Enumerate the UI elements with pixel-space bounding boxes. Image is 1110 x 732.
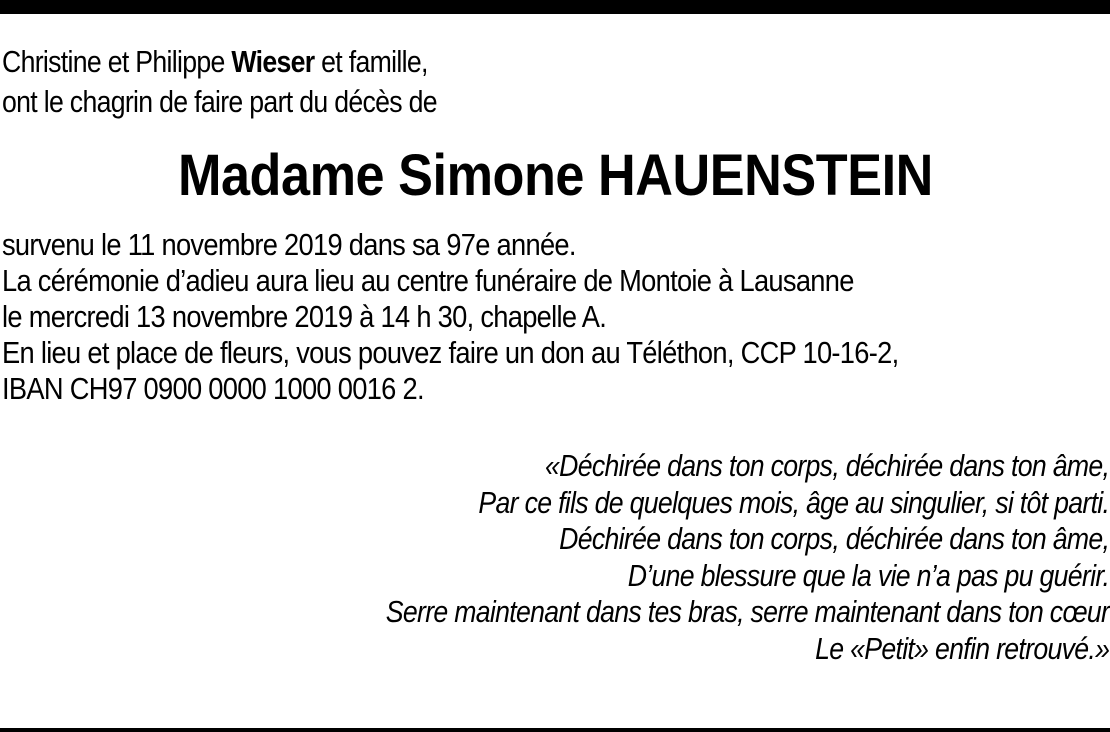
family-line-1-prefix: Christine et Philippe	[2, 44, 232, 79]
bottom-border-rule	[0, 728, 1110, 732]
details-line: En lieu et place de fleurs, vous pouvez faire un don au Téléthon, CCP 10-16-2,	[2, 335, 899, 370]
family-line-2: ont le chagrin de faire part du décès de	[2, 84, 437, 119]
family-surname: Wieser	[231, 44, 315, 79]
deceased-name: Madame Simone HAUENSTEIN	[177, 143, 933, 208]
poem-line: Déchirée dans ton corps, déchirée dans ton âme,	[558, 521, 1109, 556]
details-line: La cérémonie d’adieu aura lieu au centre funéraire de Montoie à Lausanne	[2, 263, 854, 298]
details-line: IBAN CH97 0900 0000 1000 0016 2.	[2, 371, 424, 406]
poem-line: Serre maintenant dans tes bras, serre maintenant dans ton cœur	[385, 594, 1109, 629]
deceased-name-heading	[0, 140, 1110, 212]
poem-line: Par ce fils de quelques mois, âge au singulier, si tôt parti.	[478, 484, 1109, 520]
details-line: le mercredi 13 novembre 2019 à 14 h 30, chapelle A.	[2, 299, 607, 334]
poem-line: «Déchirée dans ton corps, déchirée dans ton âme,	[544, 448, 1109, 483]
announcing-family	[2, 42, 437, 122]
poem-line: D’une blessure que la vie n’a pas pu guérir.	[627, 557, 1109, 593]
family-line-1	[2, 42, 437, 82]
poem-line: Le «Petit» enfin retrouvé.»	[814, 630, 1109, 666]
death-details	[2, 227, 898, 407]
details-line: survenu le 11 novembre 2019 dans sa 97e année.	[2, 227, 576, 262]
top-border-rule	[0, 0, 1110, 14]
memorial-poem	[386, 448, 1109, 667]
family-line-1-suffix: et famille,	[314, 44, 428, 79]
